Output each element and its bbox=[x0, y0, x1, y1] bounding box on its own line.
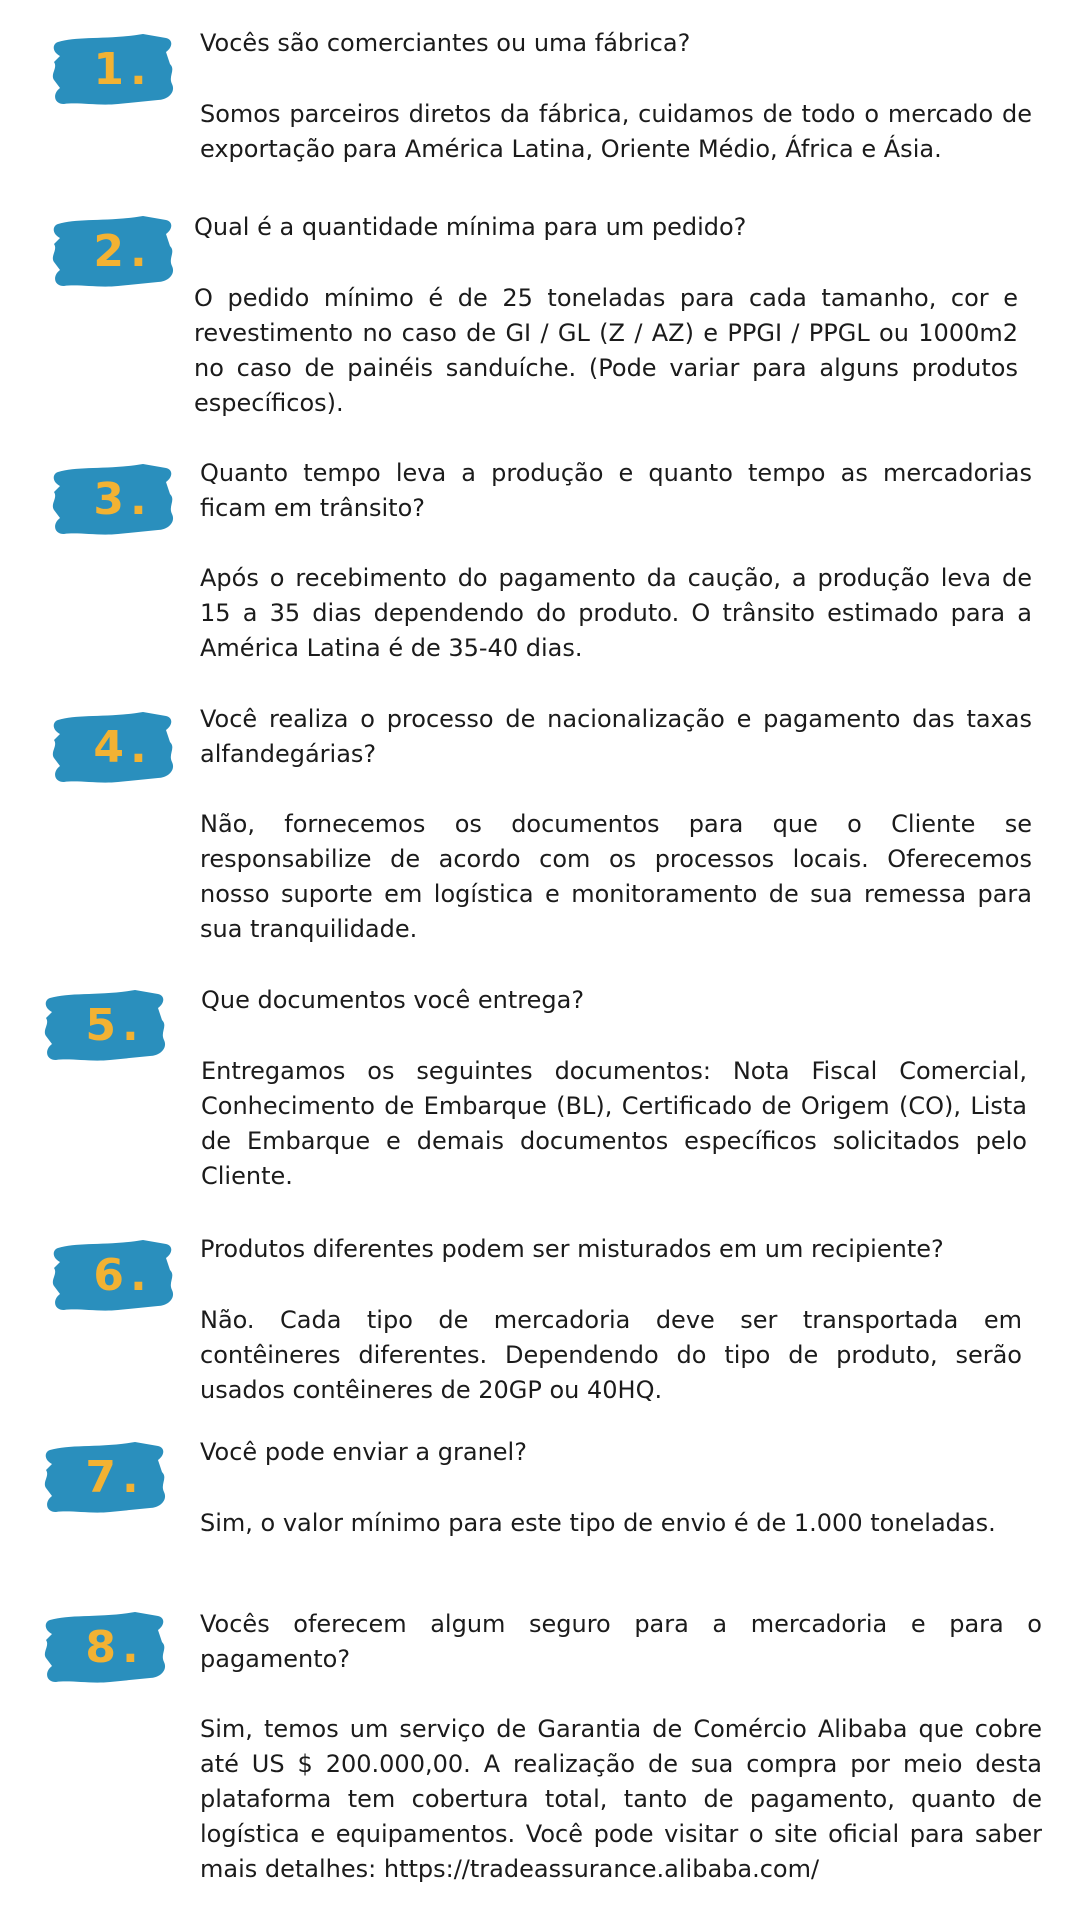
badge-number: 3. bbox=[93, 473, 153, 525]
number-badge bbox=[40, 1438, 170, 1516]
answer-text: Somos parceiros diretos da fábrica, cuidamos de todo o mercado de exportação para América Latina, Oriente Médio, África e Ásia. bbox=[200, 100, 1032, 163]
answer-text: Sim, o valor mínimo para este tipo de envio é de 1.000 toneladas. bbox=[200, 1509, 996, 1537]
question-text: Você pode enviar a granel? bbox=[200, 1438, 527, 1466]
answer-text: Após o recebimento do pagamento da caução, a produção leva de 15 a 35 dias dependendo do produto. O trânsito estimado para a América Latina é de 35-40 dias. bbox=[200, 564, 1032, 662]
question-text: Vocês oferecem algum seguro para a mercadoria e para o pagamento? bbox=[200, 1610, 1042, 1673]
badge-number: 8. bbox=[85, 1621, 145, 1673]
answer-text: Não. Cada tipo de mercadoria deve ser transportada em contêineres diferentes. Dependendo do tipo de produto, serão usados contêineres de 20GP ou 40HQ. bbox=[200, 1306, 1022, 1404]
number-badge bbox=[48, 460, 178, 538]
answer-text: Não, fornecemos os documentos para que o Cliente se responsabilize de acordo com os processos locais. Oferecemos nosso suporte em logística e monitoramento de sua remessa para sua tranquilidade. bbox=[200, 810, 1032, 943]
question-text: Qual é a quantidade mínima para um pedido? bbox=[194, 213, 747, 241]
question-text: Você realiza o processo de nacionalização e pagamento das taxas alfandegárias? bbox=[200, 705, 1032, 768]
badge-number: 1. bbox=[93, 43, 153, 95]
number-badge bbox=[48, 212, 178, 290]
number-badge bbox=[40, 1608, 170, 1686]
question-text: Produtos diferentes podem ser misturados em um recipiente? bbox=[200, 1235, 944, 1263]
question-text: Vocês são comerciantes ou uma fábrica? bbox=[200, 29, 691, 57]
badge-number: 5. bbox=[85, 999, 145, 1051]
badge-number: 6. bbox=[93, 1249, 153, 1301]
question-text: Quanto tempo leva a produção e quanto tempo as mercadorias ficam em trânsito? bbox=[200, 459, 1032, 522]
number-badge bbox=[40, 986, 170, 1064]
number-badge bbox=[48, 30, 178, 108]
badge-number: 2. bbox=[93, 225, 153, 277]
question-text: Que documentos você entrega? bbox=[201, 986, 585, 1014]
answer-text: O pedido mínimo é de 25 toneladas para cada tamanho, cor e revestimento no caso de GI / GL (Z / AZ) e PPGI / PPGL ou 1000m2 no caso de painéis sanduíche. (Pode variar para alguns produtos específicos). bbox=[194, 284, 1018, 417]
number-badge bbox=[48, 1236, 178, 1314]
answer-text: Entregamos os seguintes documentos: Nota Fiscal Comercial, Conhecimento de Embarque (BL), Certificado de Origem (CO), Lista de Embarque e demais documentos específicos solicitados pelo Cliente. bbox=[201, 1057, 1027, 1190]
answer-text: Sim, temos um serviço de Garantia de Comércio Alibaba que cobre até US $ 200.000,00. A realização de sua compra por meio desta plataforma tem cobertura total, tanto de pagamento, quanto de logística e equipamentos. Você pode visitar o site oficial para saber mais detalhes: https://tradeassurance.alibaba.com/ bbox=[200, 1715, 1042, 1883]
number-badge bbox=[48, 708, 178, 786]
badge-number: 4. bbox=[93, 721, 153, 773]
badge-number: 7. bbox=[85, 1451, 145, 1503]
